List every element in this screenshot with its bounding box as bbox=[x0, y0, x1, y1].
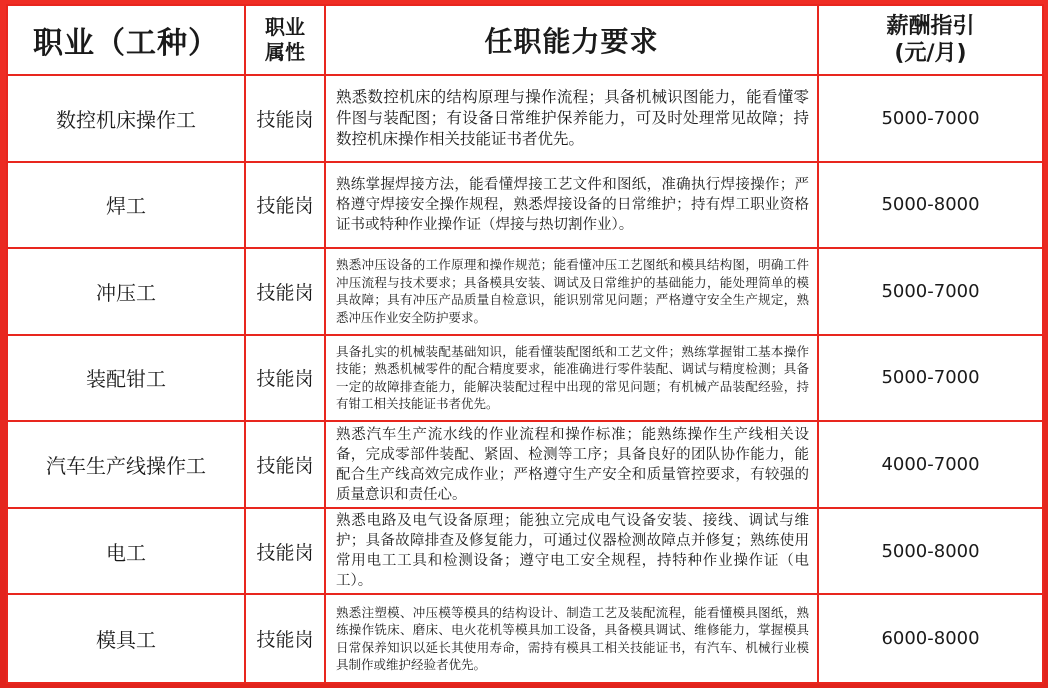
header-requirements: 任职能力要求 bbox=[325, 5, 818, 75]
header-pay-line2: (元/月) bbox=[894, 41, 967, 66]
header-attr bbox=[245, 5, 325, 75]
job-title: 焊工 bbox=[7, 162, 245, 249]
table-row bbox=[7, 75, 1043, 162]
job-title: 汽车生产线操作工 bbox=[7, 421, 245, 508]
table-row bbox=[7, 335, 1043, 422]
salary-range: 5000-8000 bbox=[818, 162, 1043, 249]
job-attribute: 技能岗 bbox=[245, 248, 325, 335]
salary-range: 4000-7000 bbox=[818, 421, 1043, 508]
job-requirements: 熟悉注塑模、冲压模等模具的结构设计、制造工艺及装配流程，能看懂模具图纸，熟练操作铣床、磨床、电火花机等模具加工设备，具备模具调试、维修能力，掌握模具日常保养知识以延长其使用寿命，需持有模具工相关技能证书，有汽车、机械行业模具制作或维护经验者优先。 bbox=[325, 594, 818, 683]
job-attribute: 技能岗 bbox=[245, 162, 325, 249]
salary-range: 5000-7000 bbox=[818, 248, 1043, 335]
job-requirements: 熟练掌握焊接方法，能看懂焊接工艺文件和图纸，准确执行焊接操作；严格遵守焊接安全操作规程，熟悉焊接设备的日常维护；持有焊工职业资格证书或特种作业操作证（焊接与热切割作业）。 bbox=[325, 162, 818, 249]
job-title: 数控机床操作工 bbox=[7, 75, 245, 162]
job-table bbox=[6, 4, 1044, 684]
salary-range: 5000-8000 bbox=[818, 508, 1043, 595]
job-attribute: 技能岗 bbox=[245, 421, 325, 508]
header-attr-line2: 属性 bbox=[265, 40, 305, 64]
job-requirements: 熟悉汽车生产流水线的作业流程和操作标准；能熟练操作生产线相关设备，完成零部件装配、紧固、检测等工序；具备良好的团队协作能力，能配合生产线高效完成作业；严格遵守生产安全和质量管控要求，有较强的质量意识和责任心。 bbox=[325, 421, 818, 508]
header-pay-line1: 薪酬指引 bbox=[886, 14, 975, 39]
job-title: 冲压工 bbox=[7, 248, 245, 335]
salary-range: 5000-7000 bbox=[818, 75, 1043, 162]
table-row bbox=[7, 594, 1043, 683]
job-requirements: 熟悉冲压设备的工作原理和操作规范；能看懂冲压工艺图纸和模具结构图，明确工件冲压流程与技术要求；具备模具安装、调试及日常维护的基础能力，能处理简单的模具故障；具有冲压产品质量自检意识，能识别常见问题；严格遵守安全生产规定，熟悉冲压作业安全防护要求。 bbox=[325, 248, 818, 335]
job-title: 模具工 bbox=[7, 594, 245, 683]
salary-range: 5000-7000 bbox=[818, 335, 1043, 422]
job-title: 装配钳工 bbox=[7, 335, 245, 422]
job-attribute: 技能岗 bbox=[245, 335, 325, 422]
header-pay bbox=[818, 5, 1043, 75]
table-row bbox=[7, 248, 1043, 335]
table-row bbox=[7, 162, 1043, 249]
header-job: 职业（工种） bbox=[7, 5, 245, 75]
table-row bbox=[7, 508, 1043, 595]
job-title: 电工 bbox=[7, 508, 245, 595]
job-requirements: 熟悉数控机床的结构原理与操作流程；具备机械识图能力，能看懂零件图与装配图；有设备日常维护保养能力，可及时处理常见故障；持数控机床操作相关技能证书者优先。 bbox=[325, 75, 818, 162]
job-requirements: 具备扎实的机械装配基础知识，能看懂装配图纸和工艺文件；熟练掌握钳工基本操作技能；熟悉机械零件的配合精度要求，能准确进行零件装配、调试与精度检测；具备一定的故障排查能力，能解决装配过程中出现的常见问题；有机械产品装配经验，持有钳工相关技能证书者优先。 bbox=[325, 335, 818, 422]
salary-range: 6000-8000 bbox=[818, 594, 1043, 683]
job-attribute: 技能岗 bbox=[245, 508, 325, 595]
job-requirements: 熟悉电路及电气设备原理；能独立完成电气设备安装、接线、调试与维护；具备故障排查及修复能力，可通过仪器检测故障点并修复；熟练使用常用电工工具和检测设备；遵守电工安全规程，持特种作业操作证（电工）。 bbox=[325, 508, 818, 595]
header-attr-line1: 职业 bbox=[265, 15, 305, 39]
table-row bbox=[7, 421, 1043, 508]
job-attribute: 技能岗 bbox=[245, 594, 325, 683]
header-row bbox=[7, 5, 1043, 75]
job-attribute: 技能岗 bbox=[245, 75, 325, 162]
